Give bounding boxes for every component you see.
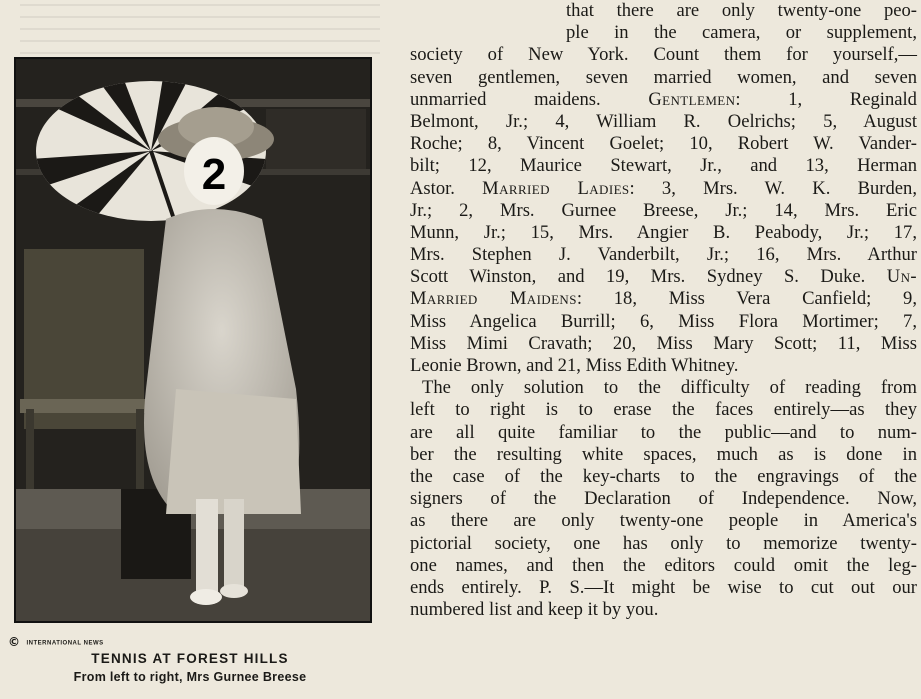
text-line: bilt; 12, Maurice Stewart, Jr., and 13, Herman [410, 155, 917, 177]
text-line: ple in the camera, or supplement, [566, 22, 917, 44]
text-line: seven gentlemen, seven married women, and seven [410, 66, 917, 88]
text-line: ends entirely. P. S.—It might be wise to cut out our [410, 576, 917, 598]
text-line: Jr.; 2, Mrs. Gurnee Breese, Jr.; 14, Mrs. Eric [410, 199, 917, 221]
caption-title: TENNIS AT FOREST HILLS [91, 651, 289, 666]
text-line: Roche; 8, Vincent Goelet; 10, Robert W. Vander- [410, 133, 917, 155]
text-line: Mrs. Stephen J. Vanderbilt, Jr.; 16, Mrs. Arthur [410, 244, 917, 266]
text-line: Belmont, Jr.; 4, William R. Oelrichs; 5, August [410, 110, 917, 132]
text-line: Astor. Married Ladies: 3, Mrs. W. K. Burden, [410, 177, 917, 199]
photo-illustration [16, 59, 370, 621]
text-line: Leonie Brown, and 21, Miss Edith Whitney. [410, 355, 739, 376]
text-line: ber the resulting white spaces, much as is done in [410, 443, 917, 465]
text-line: Miss Angelica Burrill; 6, Miss Flora Mortimer; 7, [410, 310, 917, 332]
face-number: 2 [201, 150, 227, 199]
article-column [410, 0, 917, 621]
text-line: Scott Winston, and 19, Mrs. Sydney S. Duke. Un- [410, 266, 917, 288]
credit-text: INTERNATIONAL NEWS [26, 640, 104, 647]
text-line: pictorial society, one has only to memorize twenty- [410, 532, 917, 554]
text-line: Married Maidens: 18, Miss Vera Canfield; 9, [410, 288, 917, 310]
text-line: The only solution to the difficulty of reading from [422, 377, 917, 399]
text-line: Miss Mimi Cravath; 20, Miss Mary Scott; 11, Miss [410, 332, 917, 354]
text-line: that there are only twenty-one peo- [566, 0, 917, 21]
text-line: signers of the Declaration of Independence. Now, [410, 488, 917, 510]
text-line: as there are only twenty-one people in America's [410, 510, 917, 532]
copyright-mark: © [8, 635, 21, 649]
text-line: one names, and then the editors could omit the leg- [410, 554, 917, 576]
text-line: are all quite familiar to the public—and to num- [410, 421, 917, 443]
text-line: left to right is to erase the faces entirely—as they [410, 399, 917, 421]
halftone-photograph [14, 57, 372, 623]
text-line: unmarried maidens. Gentlemen: 1, Reginald [410, 88, 917, 110]
text-line: society of New York. Count them for yourself,— [410, 44, 917, 66]
photo-credit [8, 635, 104, 649]
text-line: Munn, Jr.; 15, Mrs. Angier B. Peabody, Jr.; 17, [410, 221, 917, 243]
caption-subtitle: From left to right, Mrs Gurnee Breese [73, 670, 307, 684]
show-through [20, 4, 380, 54]
text-line: numbered list and keep it by you. [410, 599, 659, 621]
text-line: the case of the key-charts to the engravings of the [410, 465, 917, 487]
